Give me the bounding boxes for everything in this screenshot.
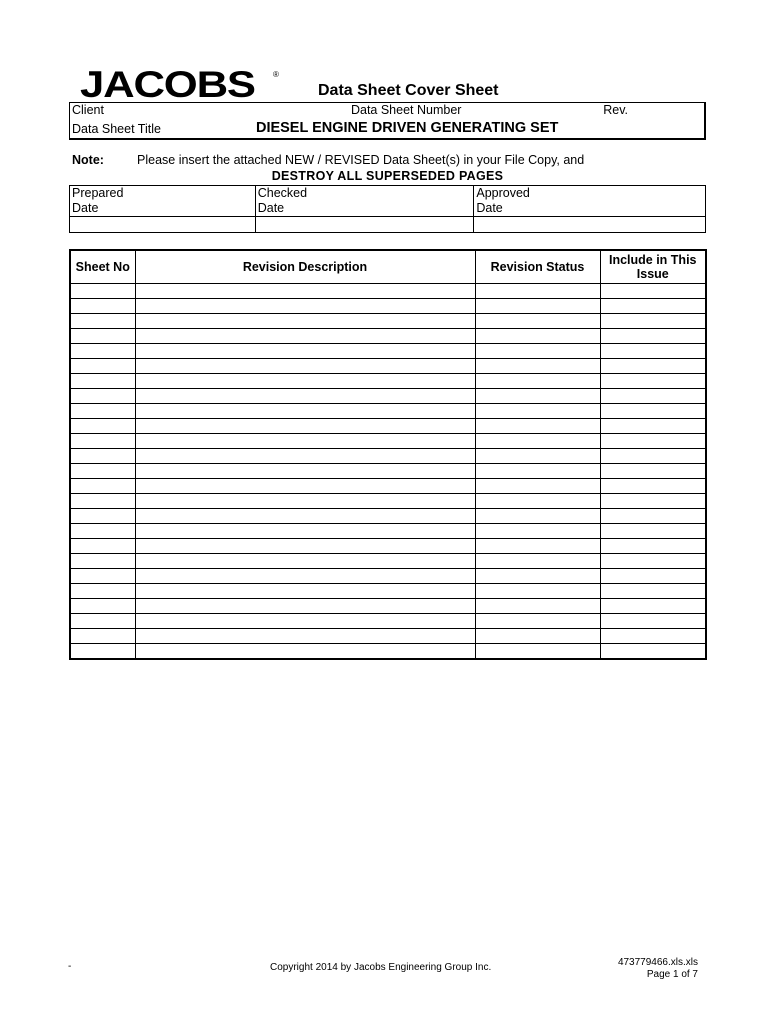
sheet-no-cell[interactable] bbox=[70, 569, 135, 584]
revision-description-cell[interactable] bbox=[135, 359, 475, 374]
revision-status-cell[interactable] bbox=[475, 419, 600, 434]
sheet-no-cell[interactable] bbox=[70, 554, 135, 569]
revision-description-cell[interactable] bbox=[135, 524, 475, 539]
revision-description-cell[interactable] bbox=[135, 494, 475, 509]
revision-description-cell[interactable] bbox=[135, 539, 475, 554]
header-row-client bbox=[70, 103, 706, 120]
revision-header-row bbox=[70, 250, 706, 284]
revision-status-cell[interactable] bbox=[475, 539, 600, 554]
include-in-issue-cell[interactable] bbox=[600, 284, 706, 299]
revision-description-cell[interactable] bbox=[135, 599, 475, 614]
include-in-issue-cell[interactable] bbox=[600, 644, 706, 660]
note-warning: DESTROY ALL SUPERSEDED PAGES bbox=[271, 169, 504, 183]
include-in-issue-cell[interactable] bbox=[600, 329, 706, 344]
data-sheet-title-value: DIESEL ENGINE DRIVEN GENERATING SET bbox=[255, 120, 559, 136]
revision-description-cell[interactable] bbox=[135, 449, 475, 464]
sheet-no-cell[interactable] bbox=[70, 284, 135, 299]
revision-row bbox=[70, 419, 706, 434]
include-in-issue-cell[interactable] bbox=[600, 539, 706, 554]
sheet-no-header: Sheet No bbox=[70, 250, 135, 284]
revision-description-cell[interactable] bbox=[135, 479, 475, 494]
footer-filename: 473779466.xls.xls bbox=[617, 957, 698, 968]
sheet-no-cell[interactable] bbox=[70, 629, 135, 644]
sheet-no-cell[interactable] bbox=[70, 494, 135, 509]
registered-mark: ® bbox=[273, 70, 279, 79]
revision-description-cell[interactable] bbox=[135, 464, 475, 479]
revision-status-cell[interactable] bbox=[475, 524, 600, 539]
revision-status-cell[interactable] bbox=[475, 329, 600, 344]
sheet-no-cell[interactable] bbox=[70, 584, 135, 599]
revision-status-cell[interactable] bbox=[475, 584, 600, 599]
revision-description-cell[interactable] bbox=[135, 299, 475, 314]
footer-copyright: Copyright 2014 by Jacobs Engineering Group Inc. bbox=[270, 962, 492, 973]
revision-row bbox=[70, 584, 706, 599]
sheet-no-cell[interactable] bbox=[70, 389, 135, 404]
sheet-no-cell[interactable] bbox=[70, 539, 135, 554]
include-in-issue-cell[interactable] bbox=[600, 404, 706, 419]
revision-status-cell[interactable] bbox=[475, 374, 600, 389]
include-in-issue-cell[interactable] bbox=[600, 389, 706, 404]
checked-label: Checked bbox=[255, 186, 474, 202]
revision-status-header: Revision Status bbox=[475, 250, 600, 284]
revision-description-cell[interactable] bbox=[135, 404, 475, 419]
revision-description-cell[interactable] bbox=[135, 389, 475, 404]
include-in-issue-cell[interactable] bbox=[600, 374, 706, 389]
revision-row bbox=[70, 299, 706, 314]
include-in-issue-cell[interactable] bbox=[600, 359, 706, 374]
revision-description-cell[interactable] bbox=[135, 434, 475, 449]
revision-row bbox=[70, 539, 706, 554]
checked-date-field[interactable] bbox=[255, 217, 474, 233]
revision-row bbox=[70, 554, 706, 569]
revision-description-cell[interactable] bbox=[135, 419, 475, 434]
revision-description-cell[interactable] bbox=[135, 374, 475, 389]
sheet-no-cell[interactable] bbox=[70, 479, 135, 494]
revision-description-cell[interactable] bbox=[135, 329, 475, 344]
revision-description-cell[interactable] bbox=[135, 629, 475, 644]
sheet-no-cell[interactable] bbox=[70, 464, 135, 479]
revision-row bbox=[70, 614, 706, 629]
prepared-date-label: Date bbox=[70, 201, 256, 217]
sheet-no-cell[interactable] bbox=[70, 299, 135, 314]
note-text: Please insert the attached NEW / REVISED Data Sheet(s) in your File Copy, and bbox=[137, 153, 585, 167]
revision-status-cell[interactable] bbox=[475, 479, 600, 494]
approved-date-field[interactable] bbox=[474, 217, 706, 233]
revision-row bbox=[70, 569, 706, 584]
revision-row bbox=[70, 329, 706, 344]
client-label: Client bbox=[72, 103, 104, 117]
revision-status-cell[interactable] bbox=[475, 404, 600, 419]
revision-description-cell[interactable] bbox=[135, 284, 475, 299]
revision-description-cell[interactable] bbox=[135, 584, 475, 599]
sheet-no-cell[interactable] bbox=[70, 314, 135, 329]
revision-status-cell[interactable] bbox=[475, 509, 600, 524]
include-in-issue-cell[interactable] bbox=[600, 419, 706, 434]
footer-page-number: Page 1 of 7 bbox=[646, 969, 698, 980]
include-in-issue-cell[interactable] bbox=[600, 344, 706, 359]
revision-status-cell[interactable] bbox=[475, 314, 600, 329]
revision-status-cell[interactable] bbox=[475, 359, 600, 374]
include-in-issue-cell[interactable] bbox=[600, 464, 706, 479]
revision-status-cell[interactable] bbox=[475, 629, 600, 644]
include-in-issue-cell[interactable] bbox=[600, 584, 706, 599]
sheet-no-cell[interactable] bbox=[70, 434, 135, 449]
include-in-issue-cell[interactable] bbox=[600, 614, 706, 629]
revision-status-cell[interactable] bbox=[475, 614, 600, 629]
sheet-no-cell[interactable] bbox=[70, 449, 135, 464]
include-in-issue-cell[interactable] bbox=[600, 479, 706, 494]
include-in-issue-cell[interactable] bbox=[600, 554, 706, 569]
data-sheet-number-label: Data Sheet Number bbox=[350, 103, 462, 117]
document-title: Data Sheet Cover Sheet bbox=[318, 82, 499, 99]
prepared-date-field[interactable] bbox=[70, 217, 256, 233]
sheet-no-cell[interactable] bbox=[70, 524, 135, 539]
sheet-no-cell[interactable] bbox=[70, 614, 135, 629]
approved-label: Approved bbox=[474, 186, 706, 202]
revision-status-cell[interactable] bbox=[475, 284, 600, 299]
revision-row bbox=[70, 599, 706, 614]
include-in-issue-cell[interactable] bbox=[600, 569, 706, 584]
revision-row bbox=[70, 374, 706, 389]
revision-description-cell[interactable] bbox=[135, 554, 475, 569]
revision-description-cell[interactable] bbox=[135, 344, 475, 359]
revision-row bbox=[70, 524, 706, 539]
sheet-no-cell[interactable] bbox=[70, 599, 135, 614]
revision-status-cell[interactable] bbox=[475, 599, 600, 614]
prepared-label: Prepared bbox=[70, 186, 256, 202]
revision-status-cell[interactable] bbox=[475, 494, 600, 509]
revision-status-cell[interactable] bbox=[475, 434, 600, 449]
revision-description-header: Revision Description bbox=[135, 250, 475, 284]
revision-status-cell[interactable] bbox=[475, 299, 600, 314]
header-row-title bbox=[70, 119, 706, 139]
sheet-no-cell[interactable] bbox=[70, 329, 135, 344]
revision-row bbox=[70, 404, 706, 419]
include-in-issue-header: Include in This Issue bbox=[600, 250, 706, 284]
revision-row bbox=[70, 284, 706, 299]
data-sheet-title-label: Data Sheet Title bbox=[72, 122, 161, 136]
footer-dash: - bbox=[68, 961, 72, 972]
include-in-issue-cell[interactable] bbox=[600, 449, 706, 464]
sheet-no-cell[interactable] bbox=[70, 359, 135, 374]
revision-description-cell[interactable] bbox=[135, 314, 475, 329]
header-table bbox=[69, 102, 706, 140]
sheet-no-cell[interactable] bbox=[70, 344, 135, 359]
revision-description-cell[interactable] bbox=[135, 509, 475, 524]
sheet-no-cell[interactable] bbox=[70, 404, 135, 419]
checked-date-label: Date bbox=[255, 201, 474, 217]
jacobs-logo: JACOBS bbox=[80, 64, 255, 105]
sheet-no-cell[interactable] bbox=[70, 419, 135, 434]
include-in-issue-cell[interactable] bbox=[600, 524, 706, 539]
revision-status-cell[interactable] bbox=[475, 464, 600, 479]
include-in-issue-cell[interactable] bbox=[600, 314, 706, 329]
include-in-issue-cell[interactable] bbox=[600, 599, 706, 614]
note-label: Note: bbox=[72, 153, 104, 167]
revision-description-cell[interactable] bbox=[135, 569, 475, 584]
revision-row bbox=[70, 464, 706, 479]
signoff-table bbox=[69, 185, 706, 233]
revision-status-cell[interactable] bbox=[475, 449, 600, 464]
revision-row bbox=[70, 314, 706, 329]
revision-row bbox=[70, 389, 706, 404]
revision-description-cell[interactable] bbox=[135, 614, 475, 629]
sheet-no-cell[interactable] bbox=[70, 374, 135, 389]
revision-status-cell[interactable] bbox=[475, 644, 600, 660]
revision-row bbox=[70, 434, 706, 449]
revision-row bbox=[70, 344, 706, 359]
include-in-issue-cell[interactable] bbox=[600, 509, 706, 524]
sheet-no-cell[interactable] bbox=[70, 644, 135, 660]
include-in-issue-cell[interactable] bbox=[600, 434, 706, 449]
revision-status-cell[interactable] bbox=[475, 389, 600, 404]
revision-row bbox=[70, 494, 706, 509]
revision-row bbox=[70, 644, 706, 660]
revision-row bbox=[70, 629, 706, 644]
revision-row bbox=[70, 359, 706, 374]
revision-status-cell[interactable] bbox=[475, 344, 600, 359]
footer-file-info bbox=[614, 957, 698, 981]
revision-row bbox=[70, 479, 706, 494]
revision-description-cell[interactable] bbox=[135, 644, 475, 660]
include-in-issue-cell[interactable] bbox=[600, 494, 706, 509]
revision-status-cell[interactable] bbox=[475, 554, 600, 569]
revision-status-cell[interactable] bbox=[475, 569, 600, 584]
approved-date-label: Date bbox=[474, 201, 706, 217]
sheet-no-cell[interactable] bbox=[70, 509, 135, 524]
revision-row bbox=[70, 509, 706, 524]
include-in-issue-cell[interactable] bbox=[600, 629, 706, 644]
include-in-issue-cell[interactable] bbox=[600, 299, 706, 314]
rev-label: Rev. bbox=[603, 103, 629, 117]
revision-table bbox=[69, 249, 707, 660]
revision-row bbox=[70, 449, 706, 464]
